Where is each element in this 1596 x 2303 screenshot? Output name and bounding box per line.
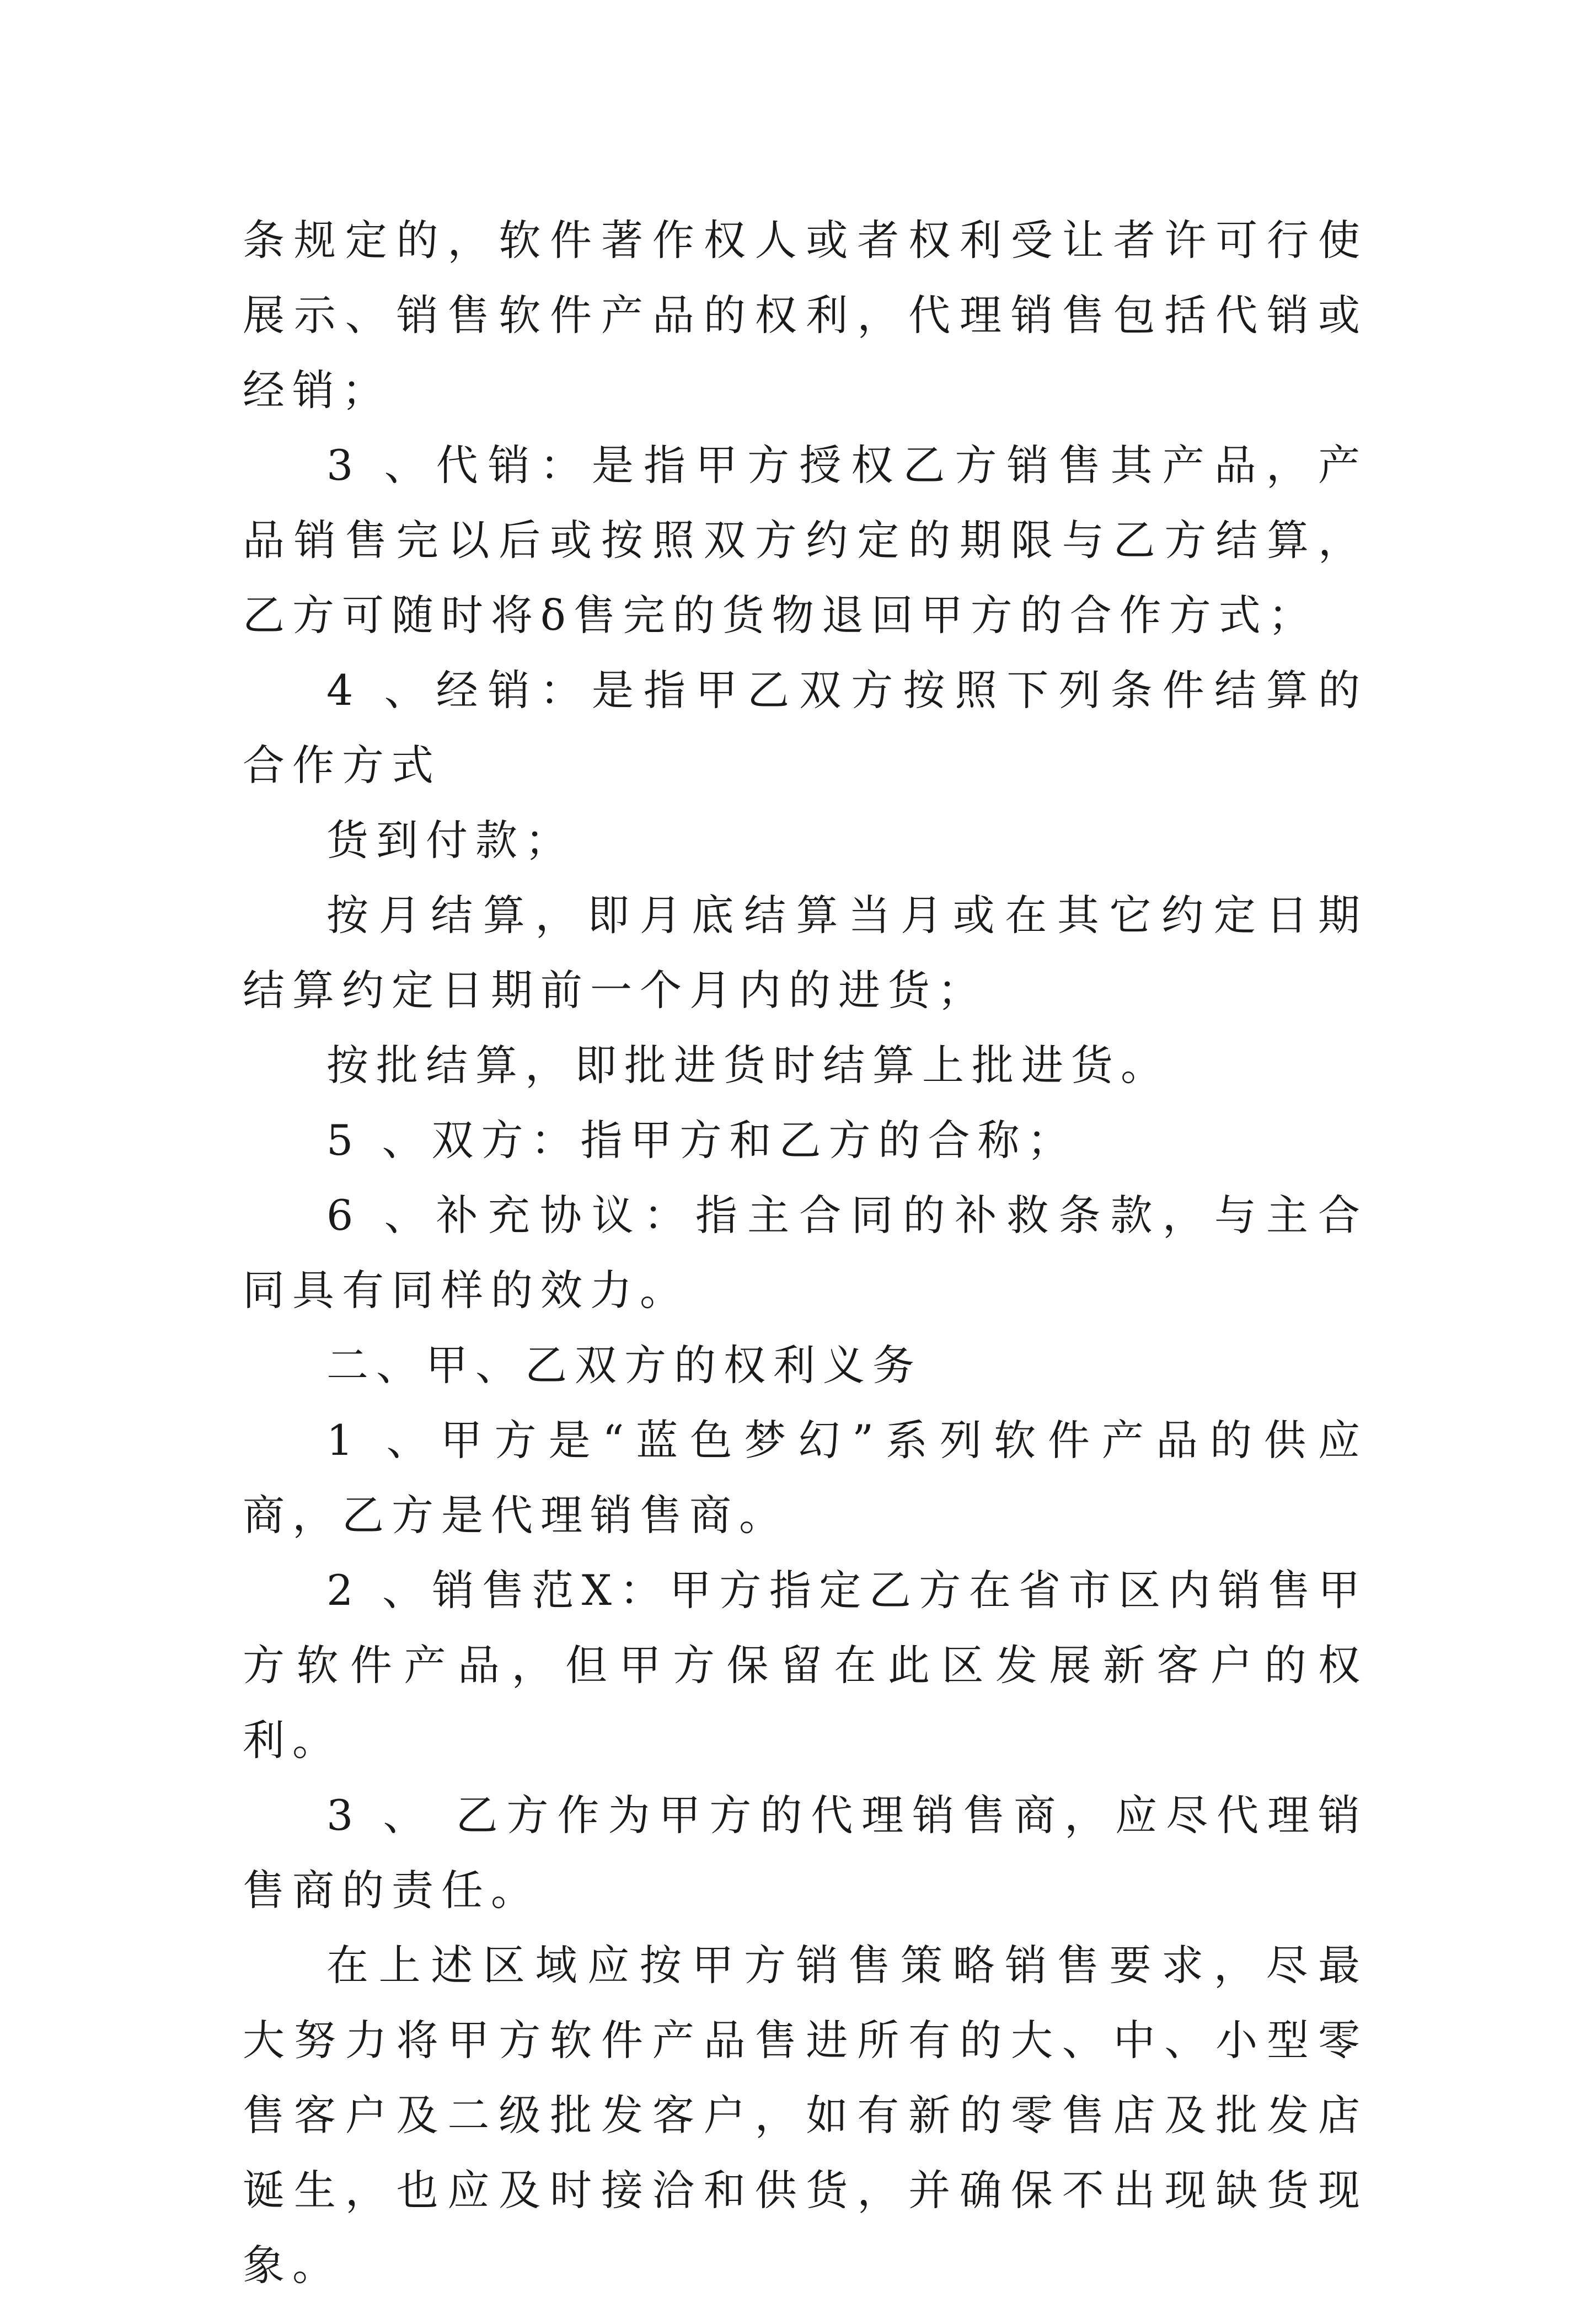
paragraph-consignment-definition: 3 、代销：是指甲方授权乙方销售其产品，产品销售完以后或按照双方约定的期限与乙方结算，乙方可随时将δ售完的货物退回甲方的合作方式；: [243, 441, 1368, 640]
paragraph-definition-continued: 条规定的，软件著作权人或者权利受让者许可行使展示、销售软件产品的权利，代理销售包括代销或经销；: [243, 216, 1368, 415]
paragraph-sales-territory: 2 、销售范X：甲方指定乙方在省市区内销售甲方软件产品，但甲方保留在此区发展新客户的权利。: [243, 1566, 1368, 1765]
section-heading-rights-obligations: 二、甲、乙双方的权利义务: [326, 1341, 922, 1390]
paragraph-supplier-role: 1 、甲方是“蓝色梦幻”系列软件产品的供应商，乙方是代理销售商。: [243, 1416, 1368, 1540]
paragraph-batch-settlement: 按批结算，即批进货时结算上批进货。: [326, 1041, 1170, 1090]
document-body: [243, 203, 1368, 2303]
paragraph-monthly-settlement: 按月结算，即月底结算当月或在其它约定日期结算约定日期前一个月内的进货；: [243, 891, 1368, 1015]
paragraph-sales-strategy: 在上述区域应按甲方销售策略销售要求，尽最大努力将甲方软件产品售进所有的大、中、小型零售客户及二级批发客户，如有新的零售店及批发店诞生，也应及时接洽和供货，并确保不出现缺货现象。: [243, 1941, 1368, 2290]
paragraph-both-parties-definition: 5 、双方：指甲方和乙方的合称；: [326, 1116, 1077, 1165]
paragraph-cash-on-delivery: 货到付款；: [326, 816, 575, 865]
paragraph-distribution-definition: 4 、经销：是指甲乙双方按照下列条件结算的合作方式: [243, 666, 1368, 790]
paragraph-supplementary-agreement: 6 、补充协议：指主合同的补救条款，与主合同具有同样的效力。: [243, 1191, 1368, 1315]
paragraph-agent-responsibility: 3 、 乙方作为甲方的代理销售商，应尽代理销售商的责任。: [243, 1791, 1368, 1915]
